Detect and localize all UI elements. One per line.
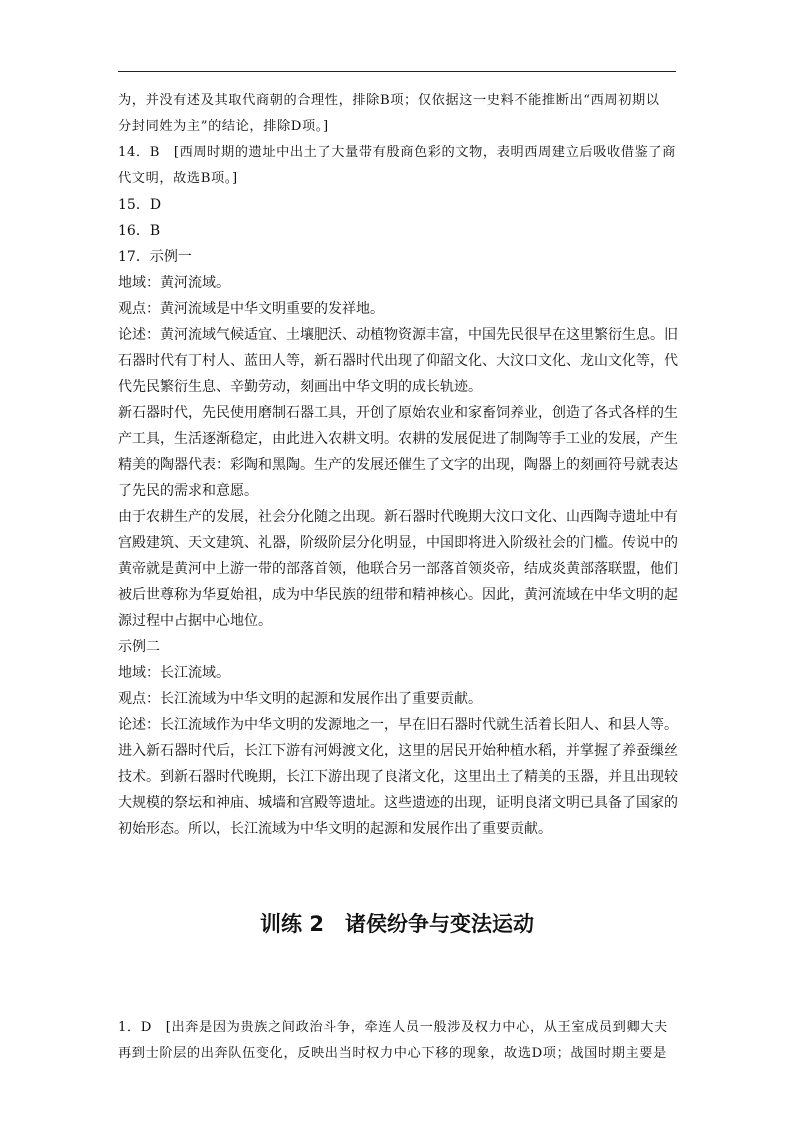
- section-title: 训练 2 诸侯纷争与变法运动: [260, 912, 534, 936]
- text-line: 了先民的需求和意愿。: [118, 483, 258, 499]
- text-line: 分封同姓为主”的结论，排除D项。]: [118, 119, 329, 134]
- text-line: 为，并没有述及其取代商朝的合理性，排除B项；仅依据这一史料不能推断出“西周初期以: [118, 93, 660, 108]
- text-line: 大规模的祭坛和神庙、城墙和宫殿等遗址。这些遗迹的出现，证明良渚文明已具备了国家的: [118, 795, 678, 811]
- text-line: 17．示例一: [118, 249, 192, 265]
- text-line: 14．B [西周时期的遗址中出土了大量带有殷商色彩的文物，表明西周建立后吸收借鉴了商: [118, 145, 676, 160]
- text-line: 石器时代有丁村人、蓝田人等，新石器时代出现了仰韶文化、大汶口文化、龙山文化等，代: [118, 353, 678, 369]
- text-line: 15．D: [118, 197, 162, 213]
- text-line: 精美的陶器代表：彩陶和黑陶。生产的发展还催生了文字的出现，陶器上的刻画符号就表达: [118, 457, 678, 473]
- text-line: 地域：黄河流域。: [118, 275, 230, 291]
- text-line: 产工具，生活逐渐稳定，由此进入农耕文明。农耕的发展促进了制陶等手工业的发展，产生: [118, 431, 678, 447]
- bottom-content: [118, 1015, 678, 1067]
- text-line: 地域：长江流域。: [118, 665, 230, 681]
- text-line: 新石器时代，先民使用磨制石器工具，开创了原始农业和家畜饲养业，创造了各式各样的生: [118, 405, 678, 421]
- text-line: 16．B: [118, 223, 161, 239]
- text-line: 宫殿建筑、天文建筑、礼器，阶级阶层分化明显，中国即将进入阶级社会的门槛。传说中的: [118, 535, 678, 551]
- text-line: 代文明，故选B项。]: [118, 171, 238, 186]
- text-line: 进入新石器时代后，长江下游有河姆渡文化，这里的居民开始种植水稻，并掌握了养蚕缫丝: [118, 743, 678, 759]
- text-line: 技术。到新石器时代晚期，长江下游出现了良渚文化，这里出土了精美的玉器，并且出现较: [118, 769, 678, 785]
- text-line: 观点：长江流域为中华文明的起源和发展作出了重要贡献。: [118, 691, 482, 707]
- text-line: 初始形态。所以，长江流域为中华文明的起源和发展作出了重要贡献。: [118, 821, 552, 837]
- text-line: 论述：长江流域作为中华文明的发源地之一，早在旧石器时代就生活着长阳人、和县人等。: [118, 717, 678, 733]
- text-line: 再到士阶层的出奔队伍变化，反映出当时权力中心下移的现象，故选D项；战国时期主要是: [118, 1046, 667, 1061]
- text-line: 被后世尊称为华夏始祖，成为中华民族的纽带和精神核心。因此，黄河流域在中华文明的起: [118, 587, 678, 603]
- text-line: 1．D [出奔是因为贵族之间政治斗争，牵连人员一般涉及权力中心，从王室成员到卿大夫: [118, 1020, 668, 1035]
- text-line: 观点：黄河流域是中华文明重要的发祥地。: [118, 301, 384, 317]
- text-line: 代先民繁衍生息、辛勤劳动，刻画出中华文明的成长轨迹。: [118, 379, 482, 395]
- text-line: 黄帝就是黄河中上游一带的部落首领，他联合另一部落首领炎帝，结成炎黄部落联盟，他们: [118, 561, 678, 577]
- text-line: 示例二: [118, 639, 160, 655]
- text-line: 源过程中占据中心地位。: [118, 613, 272, 629]
- header-rule: [118, 71, 676, 72]
- text-line: 论述：黄河流域气候适宜、土壤肥沃、动植物资源丰富，中国先民很早在这里繁衍生息。旧: [118, 327, 678, 343]
- text-line: 由于农耕生产的发展，社会分化随之出现。新石器时代晚期大汶口文化、山西陶寺遗址中有: [118, 509, 678, 525]
- answer-content: [118, 88, 678, 842]
